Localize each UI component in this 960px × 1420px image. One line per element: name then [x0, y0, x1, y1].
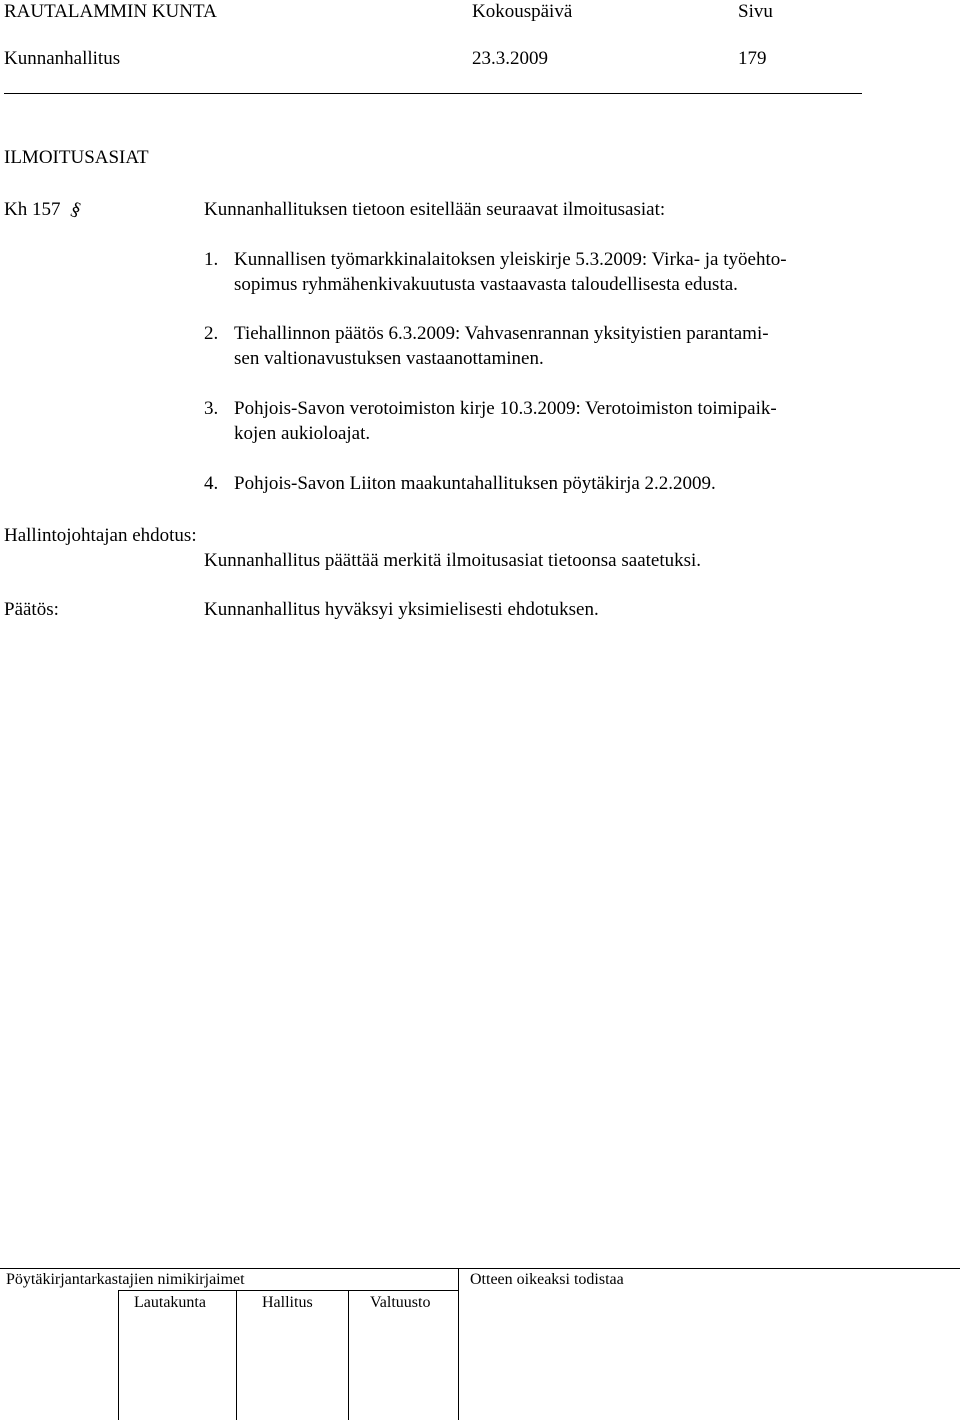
list-item-line: sopimus ryhmähenkivakuutusta vastaavasta taloudellisesta edusta.	[234, 274, 738, 295]
footer-column-hallitus: Hallitus	[262, 1294, 313, 1311]
list-item-line: Pohjois-Savon verotoimiston kirje 10.3.2009: Verotoimiston toimipaik-	[234, 398, 777, 419]
list-item-number: 4.	[204, 473, 219, 494]
page-number: 179	[738, 48, 767, 69]
certified-label: Otteen oikeaksi todistaa	[470, 1271, 624, 1288]
list-item-number: 3.	[204, 398, 219, 419]
footer-column-valtuusto: Valtuusto	[370, 1294, 431, 1311]
item-number	[4, 198, 85, 222]
meeting-date: 23.3.2009	[472, 48, 548, 69]
list-item-line: kojen aukioloajat.	[234, 423, 371, 444]
footer-column-divider	[118, 1290, 119, 1420]
proposal-label: Hallintojohtajan ehdotus:	[4, 525, 197, 546]
decision-label: Päätös:	[4, 599, 59, 620]
list-item-number: 2.	[204, 323, 219, 344]
list-item-line: Tiehallinnon päätös 6.3.2009: Vahvasenrannan yksityistien parantami-	[234, 323, 769, 344]
organization-name: RAUTALAMMIN KUNTA	[4, 1, 217, 22]
proposal-text: Kunnanhallitus päättää merkitä ilmoitusasiat tietoonsa saatetuksi.	[204, 550, 702, 571]
decision-text: Kunnanhallitus hyväksyi yksimielisesti ehdotuksen.	[204, 599, 599, 620]
list-item-line: Pohjois-Savon Liiton maakuntahallituksen pöytäkirja 2.2.2009.	[234, 473, 716, 494]
footer-top-border	[0, 1268, 960, 1269]
body-name: Kunnanhallitus	[4, 48, 121, 69]
list-item-line: Kunnallisen työmarkkinalaitoksen yleiskirje 5.3.2009: Virka- ja työehto-	[234, 249, 787, 270]
header-divider	[4, 93, 862, 94]
footer-column-divider	[236, 1290, 237, 1420]
list-item-line: sen valtionavustuksen vastaanottaminen.	[234, 348, 544, 369]
section-title: ILMOITUSASIAT	[4, 147, 149, 168]
item-intro: Kunnanhallituksen tietoon esitellään seuraavat ilmoitusasiat:	[204, 199, 666, 220]
footer-inner-border	[118, 1290, 458, 1291]
item-number-text: Kh 157	[4, 199, 61, 220]
section-symbol: §	[67, 198, 85, 222]
signatures-label: Pöytäkirjantarkastajien nimikirjaimet	[6, 1271, 245, 1288]
page-label: Sivu	[738, 1, 773, 22]
footer-column-divider	[348, 1290, 349, 1420]
footer-column-lautakunta: Lautakunta	[134, 1294, 206, 1311]
list-item-number: 1.	[204, 249, 219, 270]
footer-column-divider	[458, 1268, 459, 1420]
meeting-date-label: Kokouspäivä	[472, 1, 573, 22]
